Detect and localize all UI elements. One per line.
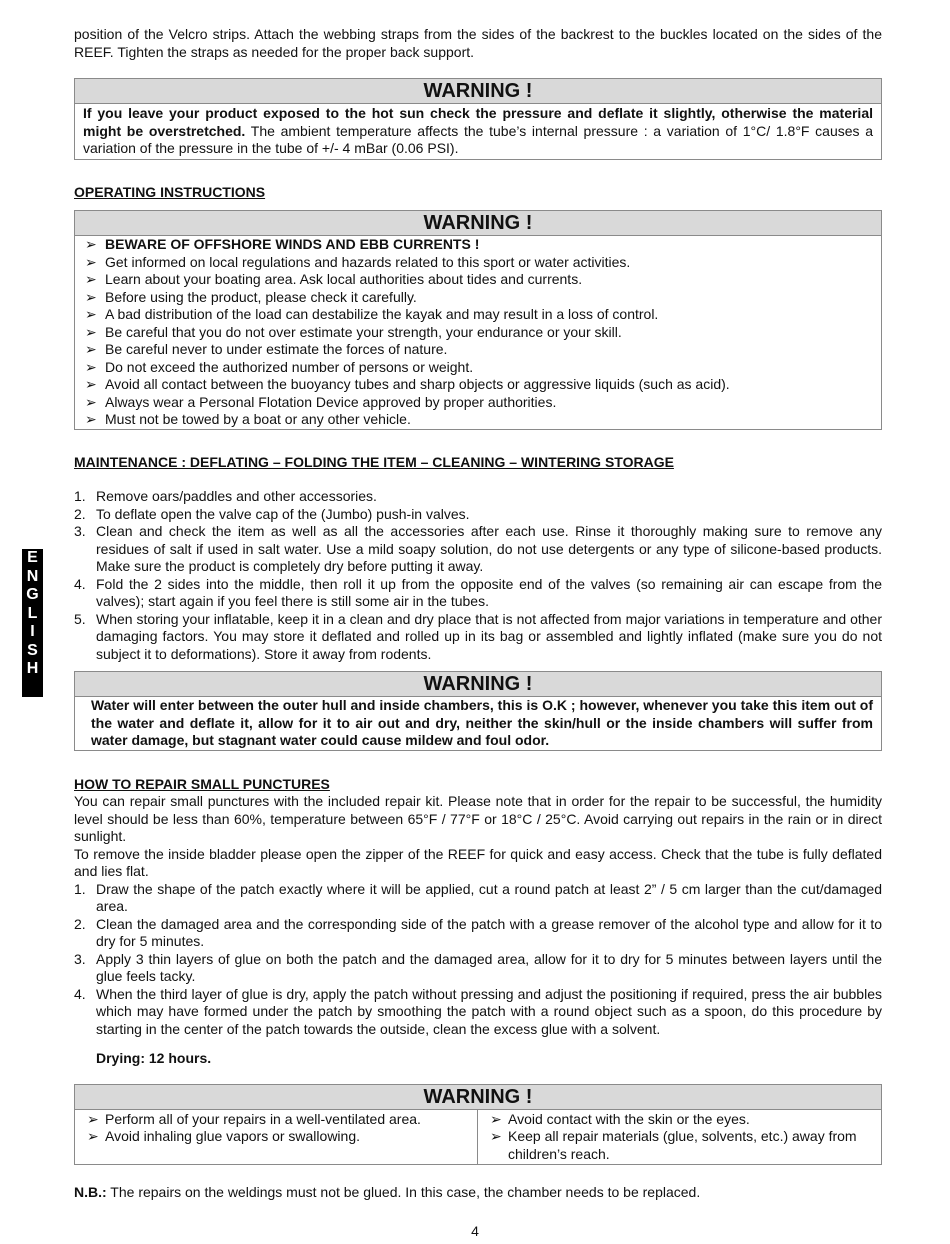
warning-list-text: Avoid contact with the skin or the eyes. xyxy=(508,1110,750,1127)
nb-label: N.B.: xyxy=(74,1184,107,1200)
step-text: Apply 3 thin layers of glue on both the patch and the damaged area, allow for it to dry for 5 minutes between layers until the glue feels tacky. xyxy=(96,950,882,984)
warning-list-item xyxy=(75,289,881,307)
warning-list-item xyxy=(486,1128,873,1163)
step-text: Remove oars/paddles and other accessories. xyxy=(96,488,377,504)
repair-paragraph-2: To remove the inside bladder please open the zipper of the REEF for quick and easy access. Check that the tube is fully deflated and lies flat. xyxy=(74,845,882,879)
maintenance-steps-list xyxy=(74,488,882,663)
warning-box-operating xyxy=(74,210,882,430)
step-text: Draw the shape of the patch exactly where it will be applied, cut a round patch at least 2” / 5 cm larger than the cut/damaged area. xyxy=(96,880,882,914)
warning-water-text: Water will enter between the outer hull and inside chambers, this is O.K ; however, whenever you take this item out of the water and deflate it, allow for it to air out and dry, neither the skin/hull or the inside chambers will suffer from water damage, but stagnant water could cause mildew and foul odor. xyxy=(91,697,873,748)
warning-list-item xyxy=(75,394,881,412)
step-item xyxy=(74,611,882,664)
warning-list-text: Keep all repair materials (glue, solvents, etc.) away from children’s reach. xyxy=(508,1128,857,1162)
manual-page xyxy=(74,26,882,1202)
warning-list-text: Must not be towed by a boat or any other vehicle. xyxy=(105,411,411,427)
warning-sun-text xyxy=(75,104,881,159)
warning-sun-bold: If you leave your product exposed to the hot sun check the pressure and deflate it slightly, otherwise the material might be overstretched. xyxy=(83,105,873,139)
operating-warning-list xyxy=(75,236,881,429)
step-item xyxy=(74,881,882,916)
step-number: 3. xyxy=(74,950,86,967)
language-tab-english xyxy=(22,549,43,697)
arrow-bullet-icon: ➢ xyxy=(85,411,97,427)
warning-box-repair xyxy=(74,1084,882,1166)
warning-title: WARNING ! xyxy=(75,79,881,104)
warning-list-text: Be careful never to under estimate the forces of nature. xyxy=(105,341,448,357)
warning-list-text: Avoid inhaling glue vapors or swallowing. xyxy=(105,1128,361,1144)
operating-instructions-heading: OPERATING INSTRUCTIONS xyxy=(74,183,266,200)
step-item xyxy=(74,951,882,986)
warning-list-item xyxy=(75,376,881,394)
warning-title: WARNING ! xyxy=(75,211,881,236)
arrow-bullet-icon: ➢ xyxy=(85,341,97,357)
arrow-bullet-icon: ➢ xyxy=(490,1110,502,1127)
step-text: Fold the 2 sides into the middle, then roll it up from the opposite end of the valves (so remaining air can escape from the valves); start again if you feel there is still some air in the tubes. xyxy=(96,575,882,609)
warning-list-text: Avoid all contact between the buoyancy tubes and sharp objects or aggressive liquids (such as acid). xyxy=(105,376,730,392)
repair-warning-left-list xyxy=(83,1111,469,1146)
warning-list-text: Get informed on local regulations and hazards related to this sport or water activities. xyxy=(105,253,631,270)
sidebar-letter: E xyxy=(27,549,38,566)
step-number: 4. xyxy=(74,575,86,592)
nb-text: The repairs on the weldings must not be glued. In this case, the chamber needs to be replaced. xyxy=(106,1184,701,1200)
repair-warning-columns xyxy=(75,1110,881,1165)
sidebar-letter: S xyxy=(27,641,38,659)
step-number: 2. xyxy=(74,915,86,932)
step-number: 4. xyxy=(74,985,86,1002)
arrow-bullet-icon: ➢ xyxy=(85,288,97,305)
sidebar-letter: H xyxy=(26,660,39,677)
step-number: 3. xyxy=(74,523,86,539)
step-text: When storing your inflatable, keep it in a clean and dry place that is not affected from major variations in temperature and other damaging factors. You may store it deflated and rolled up in its bag or assembled and lightly inflated (make sure you do not subject it to deformations). Store it away from rodents. xyxy=(96,610,882,662)
step-number: 2. xyxy=(74,505,86,522)
warning-list-text: Learn about your boating area. Ask local authorities about tides and currents. xyxy=(105,271,583,287)
warning-title: WARNING ! xyxy=(75,672,881,697)
repair-paragraph-1: You can repair small punctures with the included repair kit. Please note that in order for the repair to be successful, the humidity level should be less than 60%, temperature between 65°F / 77°F or 18°C / 25°C. Avoid carrying out repairs in the rain or in direct sunlight. xyxy=(74,793,882,844)
page-number: 4 xyxy=(471,1223,479,1239)
step-number: 1. xyxy=(74,880,86,897)
warning-title: WARNING ! xyxy=(75,1085,881,1110)
sidebar-letter: L xyxy=(27,604,38,622)
step-item xyxy=(74,506,882,524)
repair-warning-right-list xyxy=(486,1111,873,1164)
warning-list-item xyxy=(83,1111,469,1129)
repair-steps-list xyxy=(74,881,882,1039)
repair-warning-right-column xyxy=(478,1110,881,1165)
arrow-bullet-icon: ➢ xyxy=(85,236,97,252)
repair-warning-left-column xyxy=(75,1110,478,1165)
warning-list-item xyxy=(75,254,881,272)
step-text: When the third layer of glue is dry, apply the patch without pressing and adjust the positioning if required, press the air bubbles which may have formed under the patch by smoothing the patch with a round object such as a spoon, do this procedure by starting in the center of the patch towards the outside, clean the excess glue with a solvent. xyxy=(96,985,882,1037)
arrow-bullet-icon: ➢ xyxy=(85,323,97,340)
warning-list-item xyxy=(75,359,881,377)
maintenance-heading: MAINTENANCE : DEFLATING – FOLDING THE ITEM – CLEANING – WINTERING STORAGE xyxy=(74,453,674,470)
step-item xyxy=(74,523,882,576)
step-item xyxy=(74,986,882,1039)
warning-list-text: A bad distribution of the load can destabilize the kayak and may result in a loss of control. xyxy=(105,306,659,322)
warning-list-item xyxy=(486,1111,873,1129)
step-text: Clean and check the item as well as all the accessories after each use. Rinse it thoroughly making sure to remove any residues of salt if used in salt water. Use a mild soapy solution, do not use detergents or any type of silicone-based products. Make sure the product is completely dry before putting it away. xyxy=(96,523,882,574)
nb-note xyxy=(74,1184,882,1202)
warning-list-text: Be careful that you do not over estimate your strength, your endurance or your skill. xyxy=(105,323,622,340)
arrow-bullet-icon: ➢ xyxy=(87,1110,99,1127)
warning-list-item xyxy=(75,324,881,342)
warning-list-item xyxy=(75,411,881,429)
step-text: Clean the damaged area and the corresponding side of the patch with a grease remover of the alcohol type and allow for it to dry for 5 minutes. xyxy=(96,915,882,949)
sidebar-letter: I xyxy=(30,623,35,640)
warning-list-text: Do not exceed the authorized number of persons or weight. xyxy=(105,358,474,375)
arrow-bullet-icon: ➢ xyxy=(87,1128,99,1144)
warning-sun-rest: The ambient temperature affects the tube’s internal pressure : a variation of 1°C/ 1.8°F causes a variation of the pressure in the tube of +/- 4 mBar (0.06 PSI). xyxy=(83,122,874,156)
warning-list-text: BEWARE OF OFFSHORE WINDS AND EBB CURRENTS ! xyxy=(105,236,480,252)
step-item xyxy=(74,488,882,506)
warning-list-item xyxy=(75,341,881,359)
warning-list-text: Always wear a Personal Flotation Device approved by proper authorities. xyxy=(105,393,557,410)
step-item xyxy=(74,576,882,611)
warning-list-text: Before using the product, please check it carefully. xyxy=(105,288,417,305)
sidebar-letter: N xyxy=(26,567,39,585)
arrow-bullet-icon: ➢ xyxy=(85,393,97,410)
warning-box-water xyxy=(74,671,882,751)
arrow-bullet-icon: ➢ xyxy=(85,376,97,392)
arrow-bullet-icon: ➢ xyxy=(85,253,97,270)
warning-box-sun xyxy=(74,78,882,160)
arrow-bullet-icon: ➢ xyxy=(85,271,97,287)
repair-heading: HOW TO REPAIR SMALL PUNCTURES xyxy=(74,775,330,792)
step-text: To deflate open the valve cap of the (Jumbo) push-in valves. xyxy=(96,505,470,522)
warning-list-item xyxy=(75,236,881,254)
arrow-bullet-icon: ➢ xyxy=(490,1128,502,1144)
warning-list-item xyxy=(83,1128,469,1146)
step-number: 1. xyxy=(74,488,86,504)
intro-paragraph: position of the Velcro strips. Attach the webbing straps from the sides of the backrest to the buckles located on the sides of the REEF. Tighten the straps as needed for the proper back support. xyxy=(74,26,882,60)
step-number: 5. xyxy=(74,610,86,627)
sidebar-letter: G xyxy=(26,586,39,603)
warning-list-item xyxy=(75,271,881,289)
drying-time: Drying: 12 hours. xyxy=(96,1050,212,1066)
arrow-bullet-icon: ➢ xyxy=(85,358,97,375)
warning-list-text: Perform all of your repairs in a well-ventilated area. xyxy=(105,1110,421,1127)
warning-list-item xyxy=(75,306,881,324)
arrow-bullet-icon: ➢ xyxy=(85,306,97,322)
step-item xyxy=(74,916,882,951)
